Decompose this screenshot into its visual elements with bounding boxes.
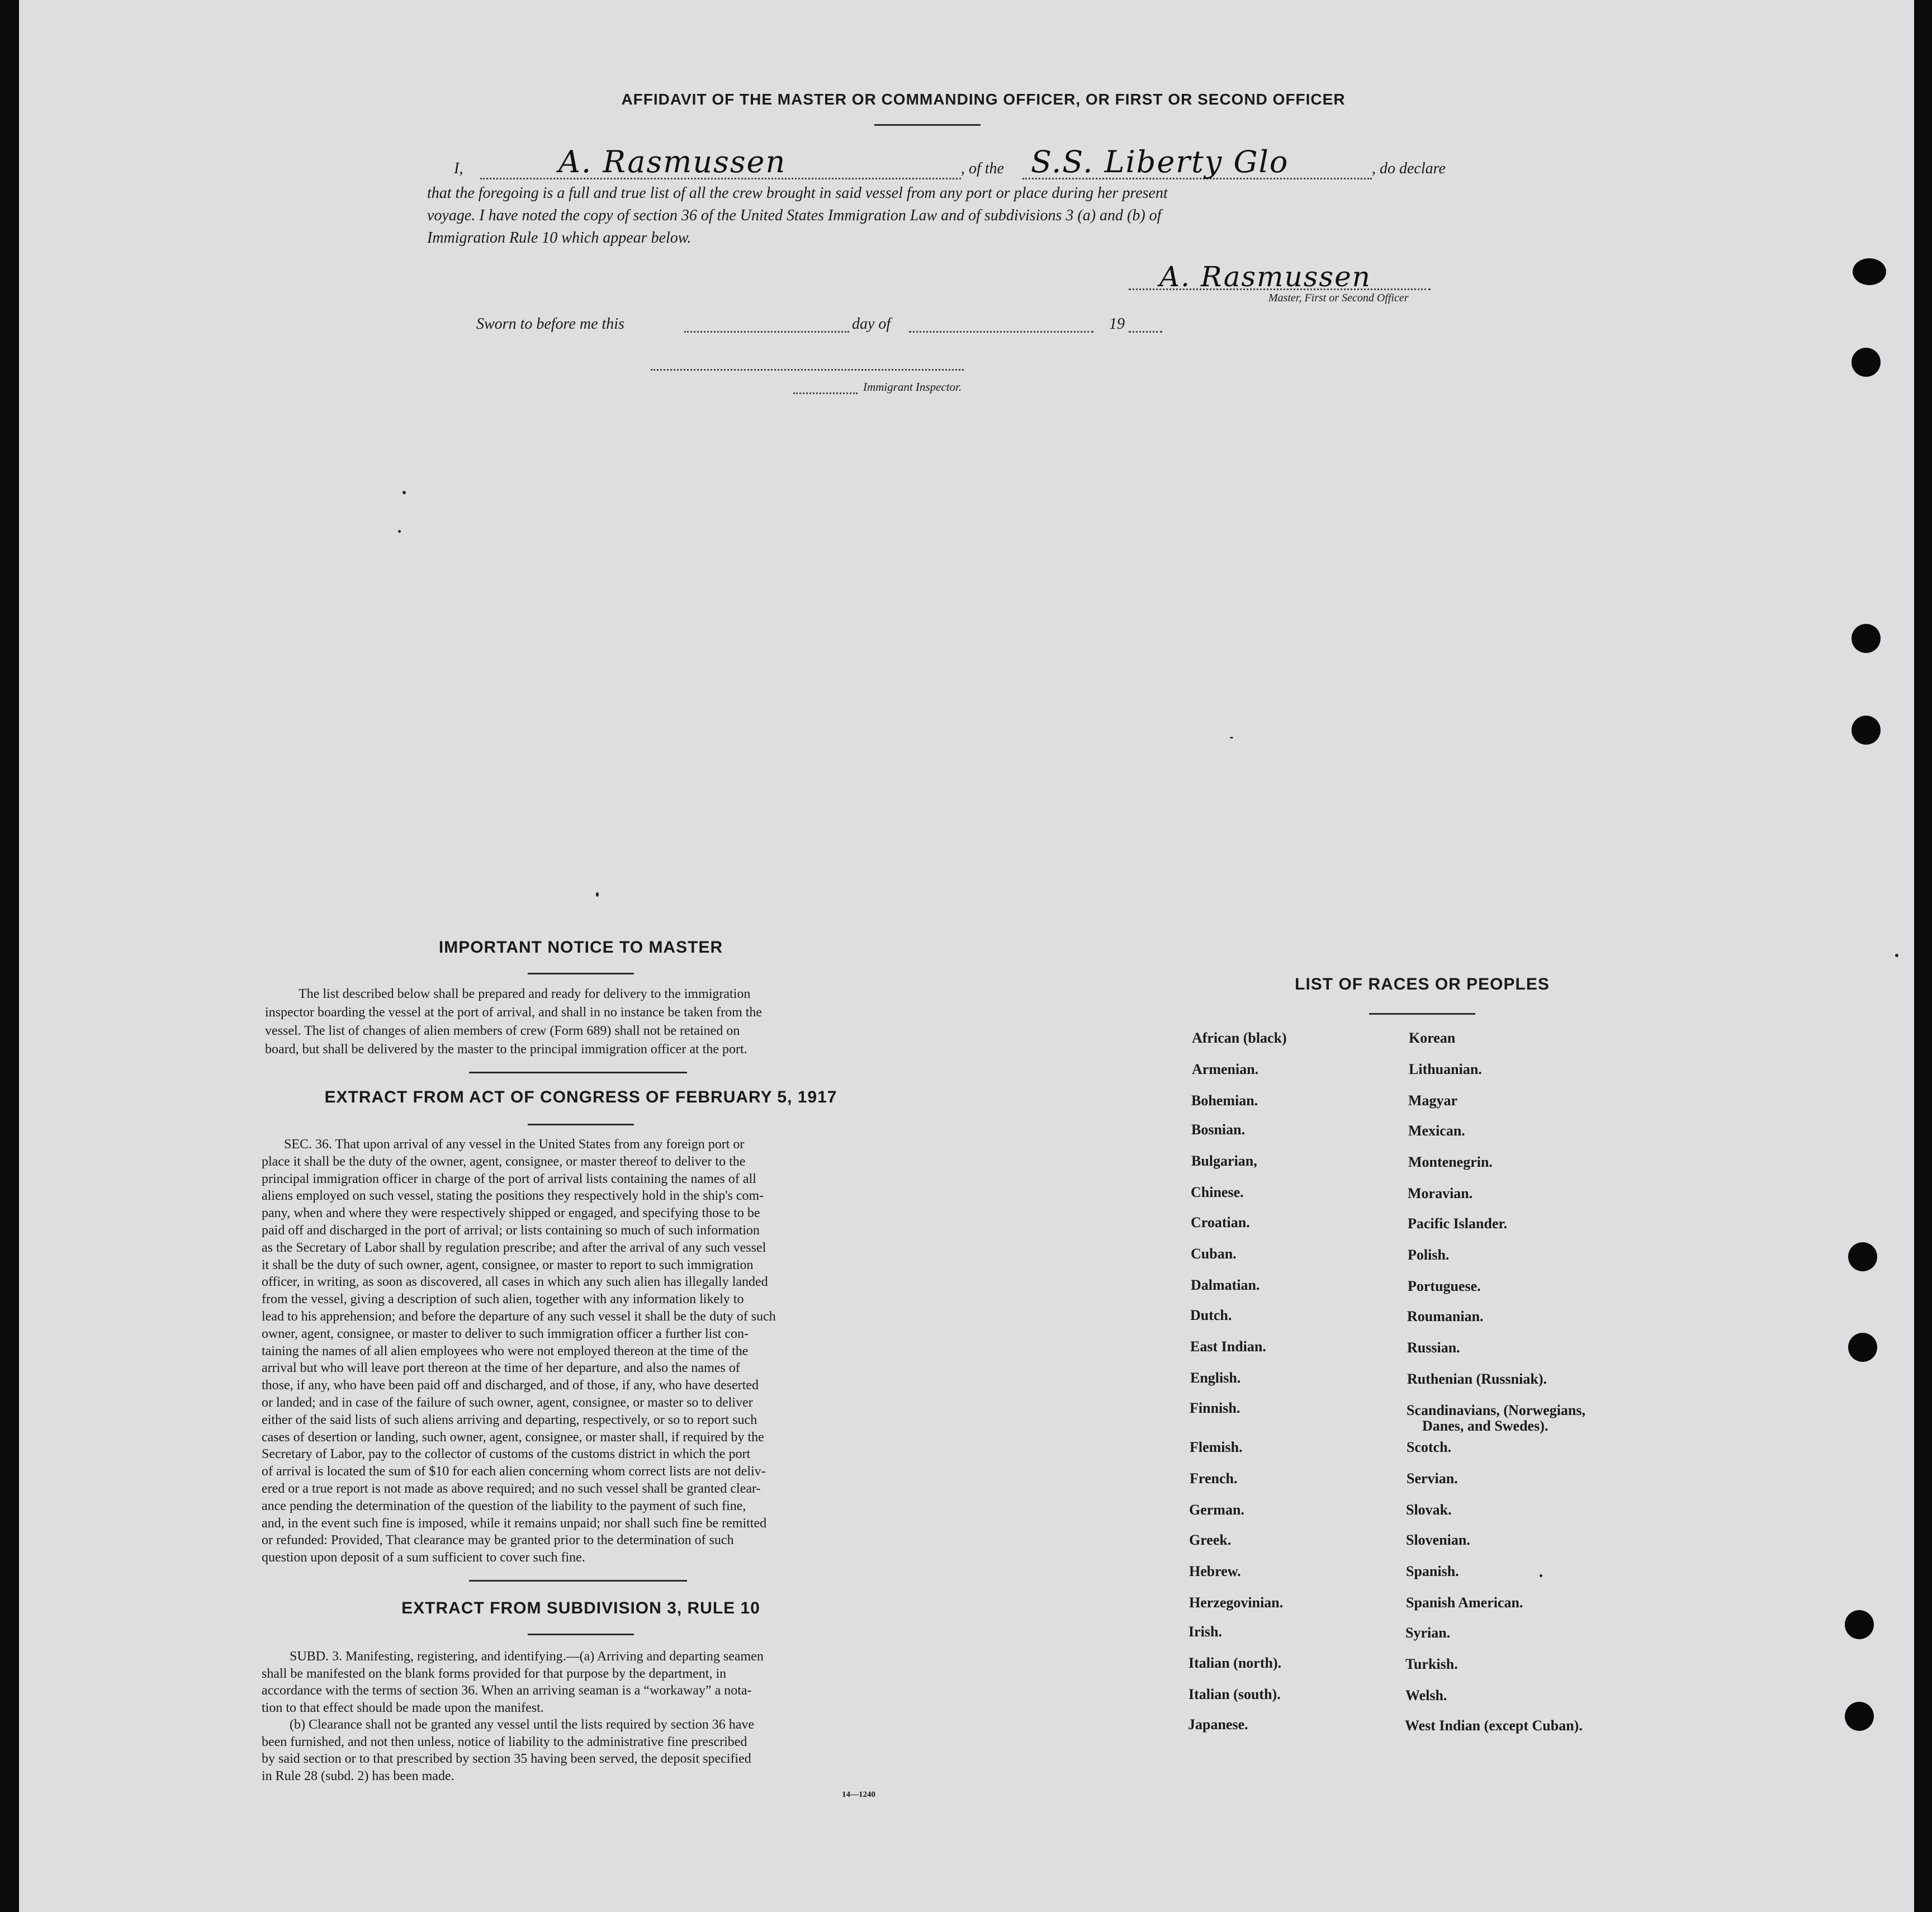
race-item: Slovenian. <box>1406 1532 1470 1548</box>
sworn-day-of: day of <box>852 315 891 333</box>
binding-hole <box>1852 348 1881 377</box>
affidavit-do-declare: , do declare <box>1372 160 1446 177</box>
binding-hole <box>1848 1242 1877 1271</box>
notice-line: inspector boarding the vessel at the port of arrival, and shall in no instance be taken from the <box>265 1005 763 1020</box>
race-item: Lithuanian. <box>1409 1061 1482 1077</box>
race-item: Italian (south). <box>1188 1686 1281 1702</box>
race-item: Croatian. <box>1191 1214 1250 1231</box>
inspector-caption: Immigrant Inspector. <box>863 380 962 394</box>
race-item: Dalmatian. <box>1191 1277 1260 1293</box>
act-line: SEC. 36. That upon arrival of any vessel in the United States from any foreign port or <box>284 1137 745 1152</box>
act-line: ance pending the determination of the question of the liability to the payment of such fine, <box>262 1498 746 1513</box>
handwritten-signature: A. Rasmussen <box>1159 261 1371 293</box>
act-line: owner, agent, consignee, or master to deliver to such immigration officer a further list con- <box>262 1326 749 1341</box>
act-line: from the vessel, giving a description of such alien, together with any information likely to <box>262 1292 744 1307</box>
race-item: Scandinavians, (Norwegians, <box>1407 1402 1585 1418</box>
act-line: ered or a true report is not made as above required; and no such vessel shall be granted clear- <box>262 1481 761 1496</box>
rule-extract-body <box>262 1648 888 1785</box>
handwritten-vessel-name: S.S. Liberty Glo <box>1031 144 1289 179</box>
race-item: French. <box>1190 1470 1238 1487</box>
act-extract-title: EXTRACT FROM ACT OF CONGRESS OF FEBRUARY 5, 1917 <box>324 1088 837 1106</box>
act-line: arrival but who will leave port thereon at the time of her departure, and also the names of <box>262 1361 740 1376</box>
act-line: of arrival is located the sum of $10 for each alien concerning whom correct lists are not deliv- <box>262 1464 766 1479</box>
rule-line: in Rule 28 (subd. 2) has been made. <box>262 1768 454 1783</box>
affidavit-line-4: Immigration Rule 10 which appear below. <box>427 229 692 247</box>
race-item: Bohemian. <box>1191 1092 1258 1109</box>
act-line: question upon deposit of a sum sufficient to cover such fine. <box>262 1550 585 1565</box>
inspector-prefix-line <box>793 392 858 394</box>
act-line: as the Secretary of Labor shall by regulation prescribe; and after the arrival of any such vessel <box>262 1240 766 1255</box>
race-item: Scotch. <box>1407 1439 1452 1455</box>
race-item: Spanish American. <box>1406 1594 1523 1611</box>
act-line: place it shall be the duty of the owner, agent, consignee, or master thereof to deliver to the <box>262 1154 746 1169</box>
rule-line: (b) Clearance shall not be granted any vessel until the lists required by section 36 have <box>290 1717 755 1732</box>
act-line: and, in the event such fine is imposed, while it remains unpaid; nor shall such fine be remitted <box>262 1516 767 1531</box>
act-line: officer, in writing, as soon as discovered, all cases in which any such alien has illegally landed <box>262 1275 768 1290</box>
race-item: Turkish. <box>1405 1656 1458 1672</box>
race-item: Roumanian. <box>1407 1308 1484 1324</box>
act-line: either of the said lists of such aliens arriving and departing, respectively, or so to report such <box>262 1412 757 1427</box>
race-item: Welsh. <box>1405 1687 1447 1703</box>
sworn-year: 19 <box>1109 315 1125 333</box>
race-item: Polish. <box>1408 1247 1450 1263</box>
act-line: or refunded: Provided, That clearance may be granted prior to the determination of such <box>262 1533 734 1548</box>
act-line: aliens employed on such vessel, stating the positions they respectively hold in the ship's com- <box>262 1189 764 1204</box>
race-item: Russian. <box>1407 1340 1460 1356</box>
race-item: Finnish. <box>1190 1400 1240 1416</box>
form-number: 14—1240 <box>842 1790 875 1799</box>
act-line: pany, when and where they were respectively shipped or engaged, and specifying those to be <box>262 1206 760 1221</box>
signature-caption: Master, First or Second Officer <box>1268 292 1409 304</box>
binding-hole <box>1852 716 1881 745</box>
act-extract-body <box>262 1136 891 1566</box>
race-item: West Indian (except Cuban). <box>1405 1717 1583 1734</box>
race-item: East Indian. <box>1190 1338 1266 1355</box>
sworn-date-line <box>684 331 849 333</box>
affidavit-i: I, <box>454 160 463 177</box>
divider <box>469 1072 687 1073</box>
speck <box>1895 954 1898 957</box>
race-item: Bosnian. <box>1191 1121 1246 1138</box>
binding-hole <box>1848 1333 1877 1362</box>
divider <box>528 973 634 974</box>
race-item: Syrian. <box>1405 1625 1451 1641</box>
affidavit-line-2: that the foregoing is a full and true list of all the crew brought in said vessel from any port or place during her present <box>427 184 1168 202</box>
race-item: Magyar <box>1408 1092 1458 1109</box>
act-line: Secretary of Labor, pay to the collector of customs of the customs district in which the port <box>262 1447 751 1462</box>
speck <box>398 530 401 533</box>
divider <box>469 1580 687 1582</box>
speck <box>1230 737 1233 739</box>
act-line: it shall be the duty of such owner, agent, consignee, or master to report to such immigration <box>262 1257 754 1272</box>
notice-title: IMPORTANT NOTICE TO MASTER <box>438 938 723 957</box>
races-title: LIST OF RACES OR PEOPLES <box>1295 975 1550 993</box>
race-item: Chinese. <box>1191 1184 1244 1200</box>
race-item: Japanese. <box>1188 1716 1248 1733</box>
race-item: Ruthenian (Russniak). <box>1407 1371 1547 1387</box>
notice-line: board, but shall be delivered by the master to the principal immigration officer at the port. <box>265 1042 747 1057</box>
race-item: Pacific Islander. <box>1408 1215 1508 1232</box>
speck <box>402 491 406 494</box>
inspector-signature-line <box>651 369 964 371</box>
race-item: Montenegrin. <box>1408 1154 1493 1170</box>
handwritten-signer-name: A. Rasmussen <box>558 144 787 179</box>
binding-hole <box>1845 1702 1874 1731</box>
race-item: Cuban. <box>1191 1246 1237 1262</box>
race-item: Flemish. <box>1190 1439 1243 1455</box>
notice-body <box>265 985 891 1059</box>
divider <box>874 124 981 126</box>
document-page <box>19 0 1914 1912</box>
race-item: Danes, and Swedes). <box>1422 1418 1549 1434</box>
rule-line: accordance with the terms of section 36. When an arriving seaman is a “workaway” a nota- <box>262 1683 752 1698</box>
act-line: principal immigration officer in charge of the port of arrival lists containing the names of all <box>262 1171 756 1186</box>
act-line: lead to his apprehension; and before the departure of any such vessel it shall be the duty of such <box>262 1309 776 1324</box>
act-line: or landed; and in case of the failure of such owner, agent, consignee, or master so to deliver <box>262 1395 753 1410</box>
race-item: Hebrew. <box>1189 1563 1241 1579</box>
act-line: cases of desertion or landing, such owner, agent, consignee, or master shall, if required by the <box>262 1430 764 1445</box>
race-item: Slovak. <box>1406 1502 1452 1518</box>
race-item: Armenian. <box>1192 1061 1259 1077</box>
notice-line: vessel. The list of changes of alien members of crew (Form 689) shall not be retained on <box>265 1024 740 1038</box>
rule-line: tion to that effect should be made upon the manifest. <box>262 1700 544 1715</box>
binding-hole <box>1852 624 1881 653</box>
rule-extract-title: EXTRACT FROM SUBDIVISION 3, RULE 10 <box>401 1599 760 1617</box>
act-line: paid off and discharged in the port of arrival; or lists containing so much of such information <box>262 1223 760 1238</box>
speck <box>596 892 599 897</box>
race-item: Bulgarian, <box>1191 1153 1257 1169</box>
sworn-month-line <box>909 331 1093 333</box>
divider <box>528 1634 634 1635</box>
notice-line: The list described below shall be prepared and ready for delivery to the immigration <box>299 987 751 1001</box>
rule-line: by said section or to that prescribed by section 35 having been served, the deposit specified <box>262 1752 751 1766</box>
race-item: African (black) <box>1192 1030 1287 1046</box>
binding-hole <box>1853 258 1886 285</box>
rule-line: SUBD. 3. Manifesting, registering, and identifying.—(a) Arriving and departing seamen <box>290 1649 764 1664</box>
act-line: those, if any, who have been paid off and discharged, and of those, if any, who have deserted <box>262 1378 759 1393</box>
rule-line: shall be manifested on the blank forms provided for that purpose by the department, in <box>262 1666 727 1681</box>
race-item: Herzegovinian. <box>1189 1594 1284 1611</box>
race-item: Korean <box>1409 1030 1456 1046</box>
rule-line: been furnished, and not then unless, notice of liability to the administrative fine prescribed <box>262 1734 747 1749</box>
race-item: German. <box>1189 1502 1244 1518</box>
divider <box>1369 1013 1475 1015</box>
affidavit-of-the: , of the <box>961 160 1004 177</box>
race-item: Irish. <box>1188 1624 1222 1640</box>
race-item: Italian (north). <box>1188 1655 1282 1671</box>
race-item: Moravian. <box>1408 1185 1473 1201</box>
binding-hole <box>1845 1610 1874 1639</box>
race-item: Portuguese. <box>1408 1278 1481 1294</box>
race-item: Dutch. <box>1190 1307 1232 1323</box>
divider <box>528 1124 634 1125</box>
affidavit-line-3: voyage. I have noted the copy of section 36 of the United States Immigration Law and of subdivisions 3 (a) and (b) of <box>427 207 1162 224</box>
sworn-year-line <box>1129 331 1162 333</box>
speck <box>1540 1574 1542 1577</box>
race-item: Greek. <box>1189 1532 1232 1548</box>
sworn-prefix: Sworn to before me this <box>476 315 624 333</box>
race-item: English. <box>1190 1370 1241 1386</box>
race-item: Spanish. <box>1406 1563 1459 1579</box>
affidavit-title: AFFIDAVIT OF THE MASTER OR COMMANDING OFFICER, OR FIRST OR SECOND OFFICER <box>621 91 1346 108</box>
act-line: taining the names of all alien employees who were not employed thereon at the time of the <box>262 1343 749 1359</box>
race-item: Servian. <box>1407 1470 1458 1487</box>
race-item: Mexican. <box>1408 1123 1465 1139</box>
